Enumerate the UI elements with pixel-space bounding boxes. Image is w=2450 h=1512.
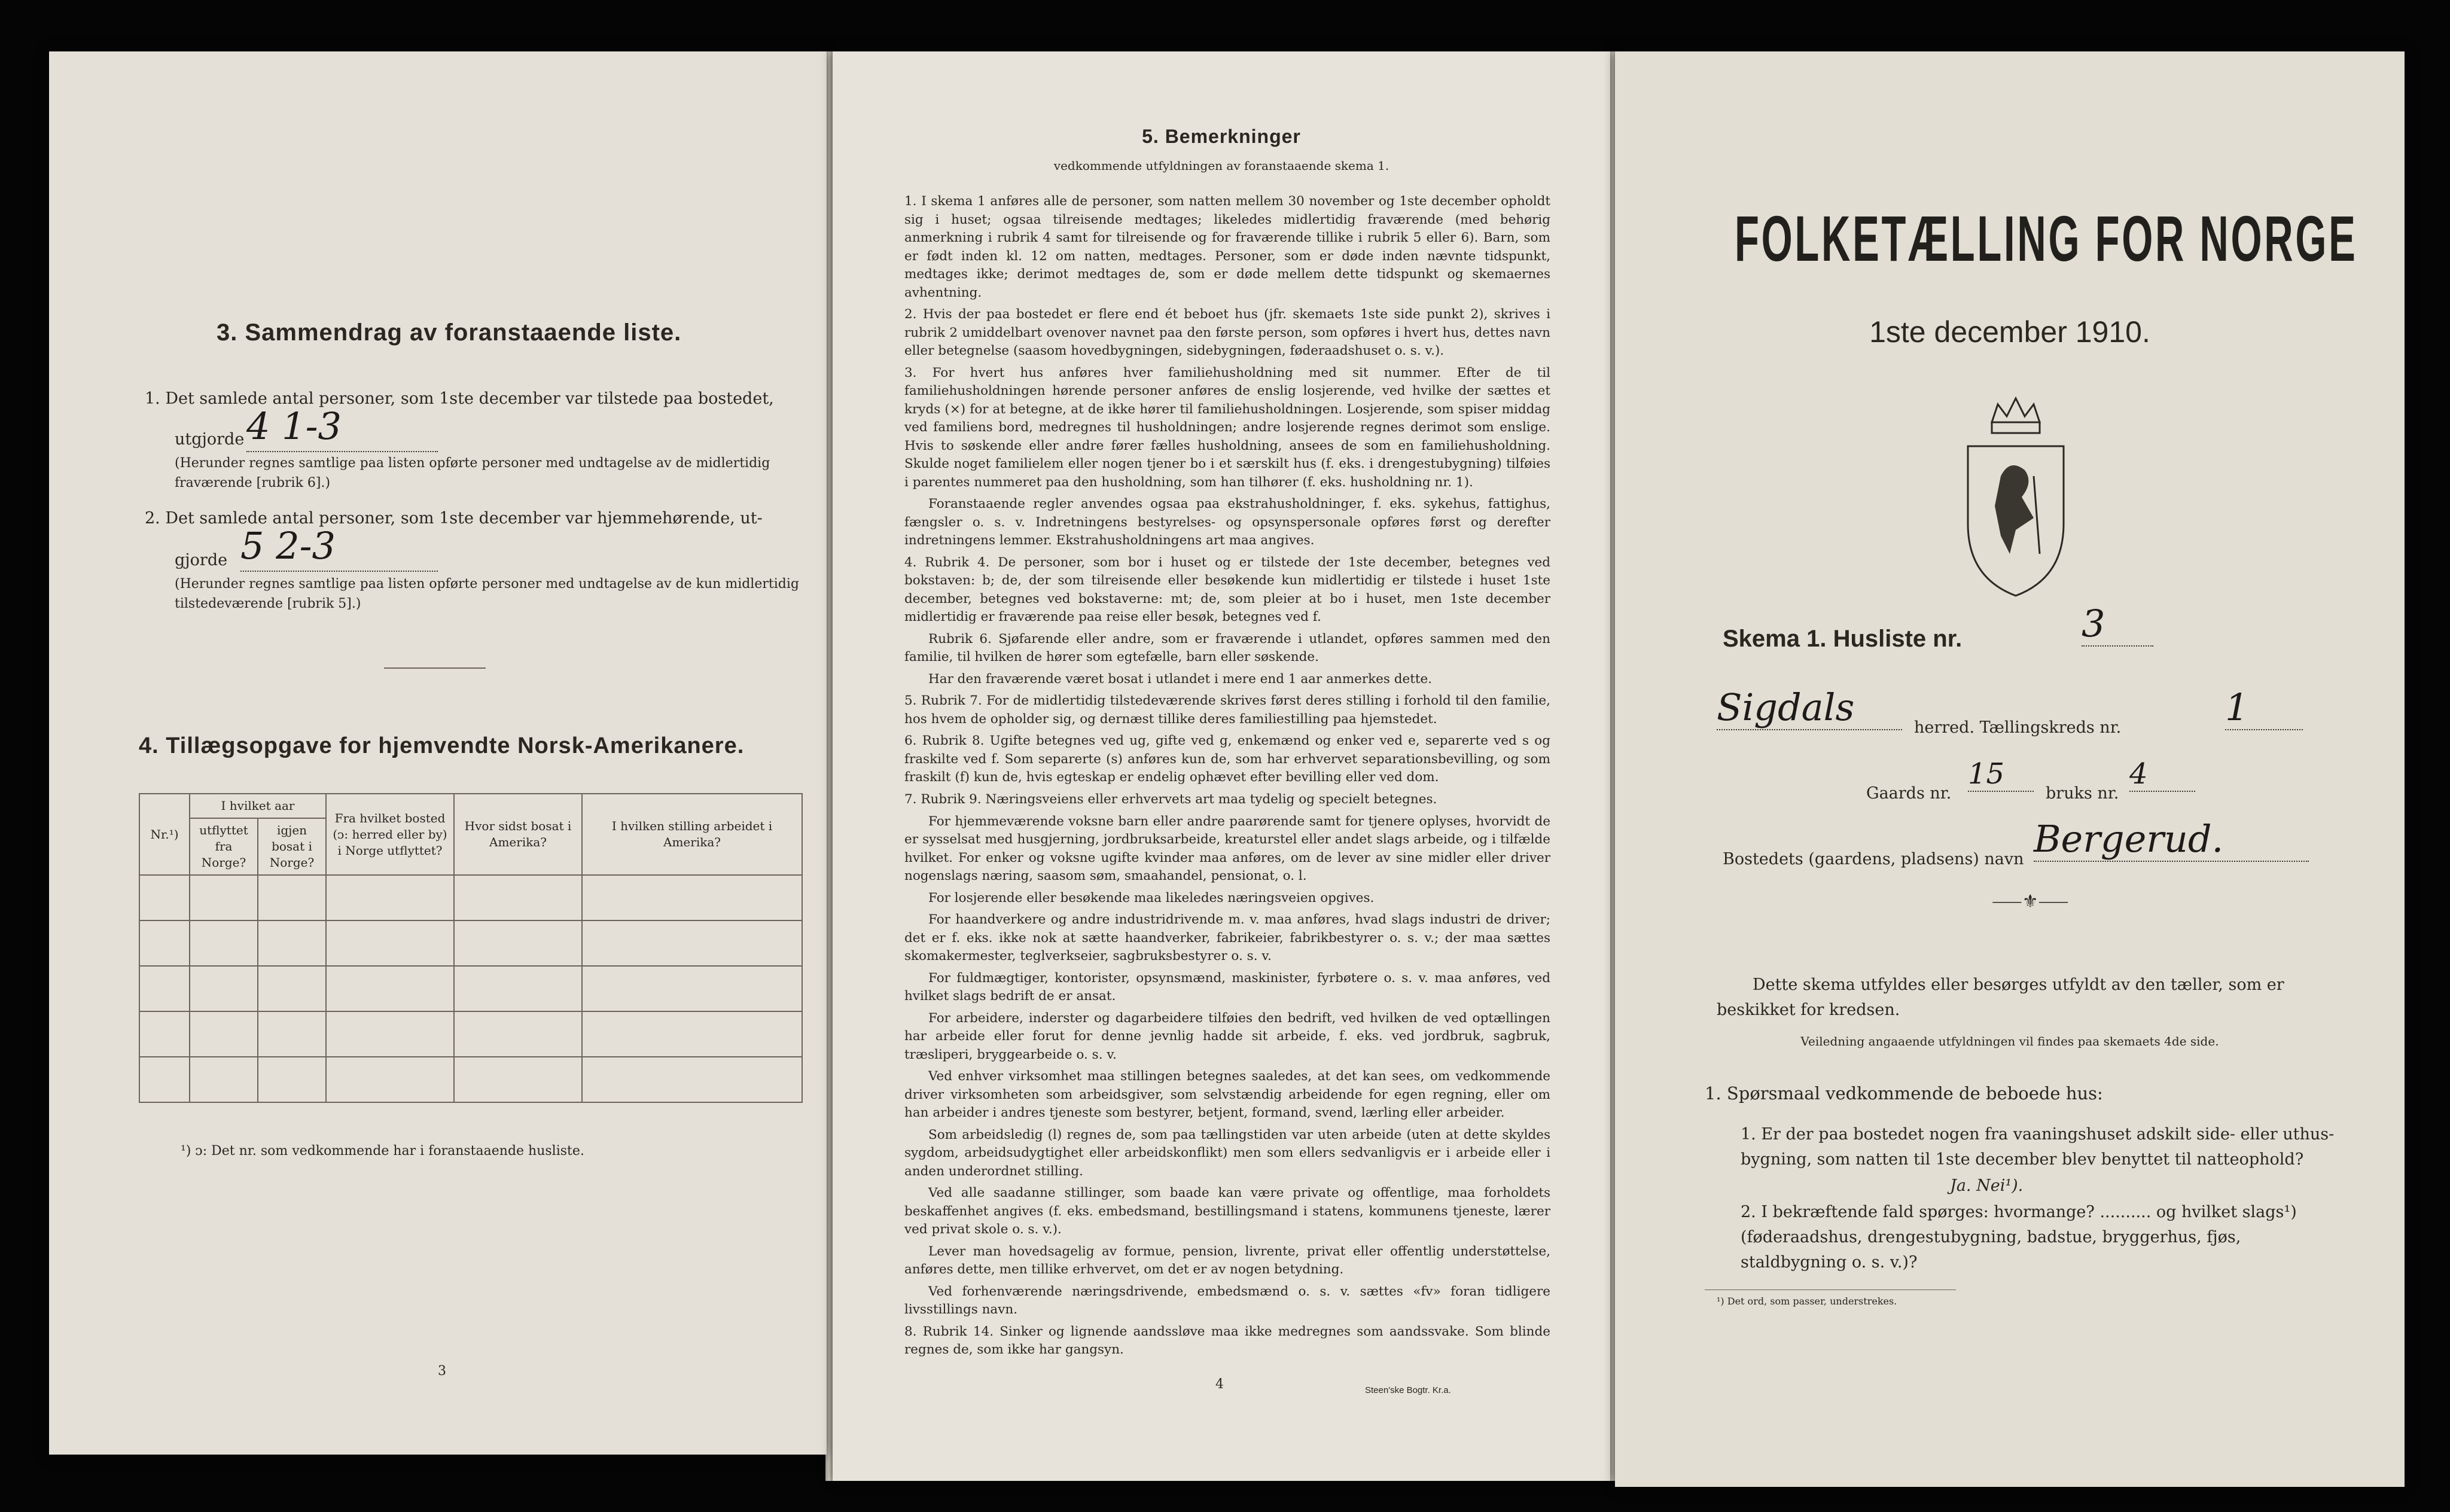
herred-label: herred. Tællingskreds nr. <box>1914 718 2122 737</box>
remark-paragraph: Rubrik 6. Sjøfarende eller andre, som er fraværende i utlandet, opføres sammen med den familie, til hvilken de hører som egtefælle, barn eller søskende. <box>904 631 1550 665</box>
kreds-number: 1 <box>2225 685 2303 730</box>
intro-text: Dette skema utfyldes eller besørges utfyldt av den tæller, som er beskikket for kredsen. <box>1717 976 2284 1019</box>
table-row <box>139 1057 802 1102</box>
form-title: FOLKETÆLLING FOR NORGE <box>1735 202 2358 275</box>
remark-paragraph: Ved forhenværende næringsdrivende, embedsmænd o. s. v. sættes «fv» foran tidligere livsstillings navn. <box>904 1284 1550 1318</box>
col-from: Fra hvilket bosted (ᴐ: herred eller by) i Norge utflyttet? <box>326 794 454 875</box>
table-row <box>139 966 802 1011</box>
bosted-label: Bostedets (gaardens, pladsens) navn <box>1723 850 2024 868</box>
section-4-title: 4. Tillægsopgave for hjemvendte Norsk-Amerikanere. <box>139 733 745 758</box>
col-where: Hvor sidst bosat i Amerika? <box>454 794 582 875</box>
cover-footnote: ¹) Det ord, som passer, understrekes. <box>1717 1295 1897 1307</box>
form-date: 1ste december 1910. <box>1869 315 2150 349</box>
husliste-number: 3 <box>2082 602 2153 647</box>
remark-paragraph: Som arbeidsledig (l) regnes de, som paa tællingstiden var uten arbeide (uten at dette skyldes sygdom, arbeidsudygtighet eller arbeidskonflikt) men som ellers sedvanligvis er i arbeide eller i anden underordnet stilling. <box>904 1127 1550 1179</box>
bosted-name: Bergerud. <box>2034 817 2309 862</box>
remark-paragraph: Ved enhver virksomhet maa stillingen betegnes saaledes, at det kan sees, om vedkommende driver virksomheten som arbeidsgiver, som selvstændig arbeidende for egen regning, eller om han arbeider i andres tjeneste som bestyrer, betjent, formand, svend, lærling eller arbeider. <box>904 1069 1550 1121</box>
schedule-label: Skema 1. Husliste nr. <box>1723 626 1963 652</box>
remark-paragraph: Har den fraværende været bosat i utlandet i mere end 1 aar anmerkes dette. <box>928 671 1433 687</box>
printer-mark: Steen'ske Bogtr. Kr.a. <box>1365 1385 1451 1395</box>
col-group-year: I hvilket aar <box>190 794 326 818</box>
remark-paragraph: Foranstaaende regler anvendes ogsaa paa ekstrahusholdninger, f. eks. sykehus, fattighus, fængsler o. s. v. Indretningens bestyrelses- og opsynspersonale opføres først og derefter indretningens lemmer. Ekstrahusholdningens art maa angives. <box>904 496 1550 548</box>
item-1-label: utgjorde <box>175 430 245 449</box>
divider <box>384 667 486 669</box>
remark-paragraph: 2. Hvis der paa bostedet er flere end ét beboet hus (jfr. skemaets 1ste side punkt 2), skrives i rubrik 2 umiddelbart ovenover navnet paa den første person, som opføres i hvert hus, dettes navn eller betegnelse (saasom hovedbygningen, sidebygningen, føderaadshuset o. s. v.). <box>904 307 1550 359</box>
item-2-label: gjorde <box>175 551 228 569</box>
page-3-summary <box>49 51 827 1455</box>
ornament-icon: ⸺⚜⸺ <box>1992 891 2069 912</box>
remark-paragraph: 6. Rubrik 8. Ugifte betegnes ved ug, gifte ved g, enkemænd og enker ved e, separerte ved s og fraskilte ved f. Som separerte (s) anføres kun de, som har erhvervet separationsbevilling, og som fraskilt (f) kun de, hvis egteskap er endelig ophævet efter bevilling eller ved dom. <box>904 733 1550 785</box>
norwegian-coat-of-arms-icon <box>1950 386 2082 602</box>
question-1-1-answer: Ja. Nei¹). <box>1950 1176 2024 1195</box>
guidance-text: Veiledning angaaende utfyldningen vil findes paa skemaets 4de side. <box>1800 1034 2219 1048</box>
col-position: I hvilken stilling arbeidet i Amerika? <box>582 794 802 875</box>
bruks-number: 4 <box>2129 757 2195 792</box>
table-footnote: ¹) ᴐ: Det nr. som vedkommende har i foranstaaende husliste. <box>181 1144 584 1159</box>
table-row <box>139 920 802 966</box>
remark-paragraph: For fuldmægtiger, kontorister, opsynsmænd, maskinister, fyrbøtere o. s. v. maa anføres, ved hvilket slags bedrift de er ansat. <box>904 970 1550 1004</box>
remark-paragraph: 7. Rubrik 9. Næringsveiens eller erhvervets art maa tydelig og specielt betegnes. <box>904 791 1437 807</box>
col-returned: igjen bosat i Norge? <box>258 818 326 875</box>
section-3-title: 3. Sammendrag av foranstaaende liste. <box>217 319 682 346</box>
question-1-1: 1. Er der paa bostedet nogen fra vaaningshuset adskilt side- eller uthus-bygning, som natten til 1ste december blev benyttet til natteophold? <box>1741 1125 2335 1169</box>
page-number-4: 4 <box>1215 1377 1224 1392</box>
gaards-label: Gaards nr. <box>1866 784 1952 803</box>
remarks-subtitle: vedkommende utfyldningen av foranstaaende skema 1. <box>1053 158 1389 173</box>
table-row <box>139 875 802 920</box>
norsk-amerikanere-table <box>139 793 803 1103</box>
remark-paragraph: 1. I skema 1 anføres alle de personer, som natten mellem 30 november og 1ste december opholdt sig i huset; ogsaa tilreisende medtages; likeledes midlertidig fraværende (med behørig anmerkning i rubrik 4 samt for tilreisende og for fraværende tillike i rubrik 5 eller 6). Barn, som er født inden kl. 12 om natten, medtages. Personer, som er døde inden nævnte tidspunkt, medtages ikke; derimot medtages de, som er døde mellem dette tidspunkt og skemaernes avhentning. <box>904 194 1550 300</box>
item-2-note: (Herunder regnes samtlige paa listen opførte personer med undtagelse av de kun midlertidig tilstedeværende [rubrik 5].) <box>175 577 799 611</box>
item-1-value: 4 1-3 <box>246 404 438 452</box>
page-number-3: 3 <box>438 1364 446 1379</box>
col-nr: Nr.¹) <box>139 794 190 875</box>
remarks-title: 5. Bemerkninger <box>1142 126 1301 147</box>
remark-paragraph: For losjerende eller besøkende maa likeledes næringsveien opgives. <box>928 890 1375 906</box>
item-2-text: 2. Det samlede antal personer, som 1ste december var hjemmehørende, ut- <box>145 509 763 528</box>
remark-paragraph: Lever man hovedsagelig av formue, pension, livrente, privat eller offentlig understøttelse, anføres dette, men tillike erhvervet, om det er av nogen betydning. <box>904 1243 1550 1278</box>
item-2-value: 5 2-3 <box>240 524 438 572</box>
gaards-number: 15 <box>1968 757 2034 792</box>
question-1-title: 1. Spørsmaal vedkommende de beboede hus: <box>1705 1083 2103 1103</box>
herred-value: Sigdals <box>1717 685 1902 730</box>
remark-paragraph: 5. Rubrik 7. For de midlertidig tilstedeværende skrives først deres stilling i forhold til den familie, hos hvem de opholder sig, og dernæst tillike deres familiestilling paa hjemstedet. <box>904 693 1550 727</box>
question-1-2: 2. I bekræftende fald spørges: hvormange? .......... og hvilket slags¹) (føderaadshus, drengestubygning, badstue, bryggerhus, fjøs, staldbygning o. s. v.)? <box>1741 1203 2297 1272</box>
remark-paragraph: Ved alle saadanne stillinger, som baade kan være private og offentlige, maa forholdets beskaffenhet angives (f. eks. embedsmand, bestillingsmand i statens, kommunens tjeneste, lærer ved privat skole o. s. v.). <box>904 1185 1550 1237</box>
remark-paragraph: For haandverkere og andre industridrivende m. v. maa anføres, hvad slags industri de driver; det er f. eks. ikke nok at sætte haandverker, fabrikeier, fabrikbestyrer o. s. v.; der maa sættes skomakermester, teglverkseier, sagbruksbestyrer o. s. v. <box>904 912 1550 964</box>
col-emigrated: utflyttet fra Norge? <box>190 818 258 875</box>
item-1-text: 1. Det samlede antal personer, som 1ste december var tilstede paa bostedet, <box>145 389 774 408</box>
remark-paragraph: 8. Rubrik 14. Sinker og lignende aandssløve maa ikke medregnes som aandssvake. Som blinde regnes de, som ikke har gangsyn. <box>904 1324 1550 1358</box>
remark-paragraph: 4. Rubrik 4. De personer, som bor i huset og er tilstede der 1ste december, betegnes ved bokstaven: b; de, der som tilreisende eller besøkende kun midlertidig er tilstede i huset 1ste december, betegnes ved bokstaverne: mt; de, som pleier at bo i huset, men 1ste december midlertidig er fraværende paa reise eller besøk, betegnes ved f. <box>904 554 1550 625</box>
remark-paragraph: 3. For hvert hus anføres hver familiehusholdning med sit nummer. Efter de til familiehusholdningen hørende personer anføres de enslig losjerende, ved hvilke der sættes et kryds (×) for at betegne, at de ikke hører til familiehusholdningen. Losjerende, som spiser middag ved familiens bord, medregnes til husholdningen; andre losjerende regnes derimot som enslige. Hvis to søskende eller andre fører fælles husholdning, ansees de som en familiehusholdning. Skulde noget familielem eller nogen tjener bo i et særskilt hus (f. eks. i drengestubygning) tilføies i parentes nummeret paa den husholdning, som han tilhører (f. eks. husholdning nr. 1). <box>904 365 1550 490</box>
page-1-cover <box>1615 51 2405 1487</box>
remark-paragraph: For hjemmeværende voksne barn eller andre paarørende samt for tjenere oplyses, hvorvidt de er sysselsat med husgjerning, jordbruksarbeide, kreaturstel eller andet slags arbeide, og i tilfælde hvilket. For enker og voksne ugifte kvinder maa anføres, om de lever av sine midler eller driver nogenslags næring, saasom søm, smaahandel, pensionat, o. l. <box>904 813 1550 884</box>
remark-paragraph: For arbeidere, inderster og dagarbeidere tilføies den bedrift, ved hvilken de ved optællingen har arbeide eller forut for denne jevnlig hadde sit arbeide, f. eks. ved jordbruk, sagbruk, træsliperi, bryggearbeide o. s. v. <box>904 1010 1550 1062</box>
page-4-remarks <box>833 51 1610 1481</box>
remarks-list <box>904 193 1550 1363</box>
item-1-note: (Herunder regnes samtlige paa listen opførte personer med undtagelse av de midlertidig fraværende [rubrik 6].) <box>175 456 770 490</box>
table-row <box>139 1011 802 1057</box>
bruks-label: bruks nr. <box>2046 784 2119 803</box>
